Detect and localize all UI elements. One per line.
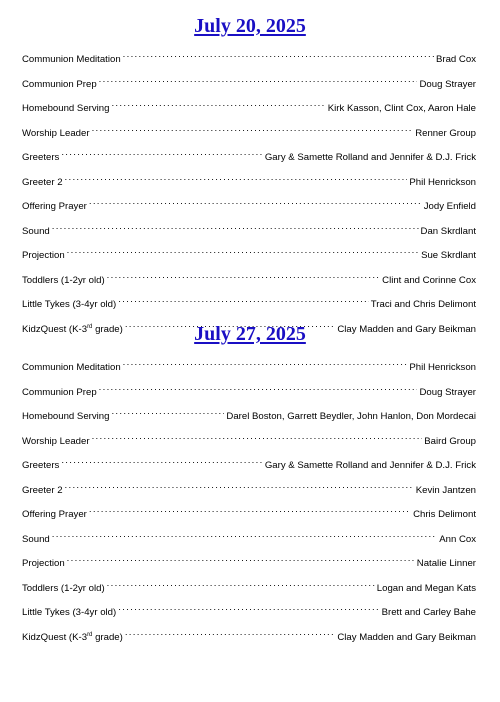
- duty-volunteers: Doug Strayer: [419, 78, 476, 90]
- duty-role-text: Worship Leader: [22, 127, 90, 139]
- dot-leader: [99, 75, 418, 87]
- duty-role: [22, 581, 105, 597]
- duty-volunteers: Phil Henrickson: [409, 362, 476, 373]
- dot-leader: [123, 50, 434, 62]
- duty-row: [22, 550, 476, 575]
- dot-leader: [107, 271, 380, 283]
- duty-volunteers: Brett and Carley Bahe: [381, 607, 476, 618]
- duty-volunteers: Jody Enfield: [423, 201, 476, 212]
- duty-volunteers: Kirk Kasson, Clint Cox, Aaron Hale: [327, 103, 476, 114]
- duty-role-text: Greeters: [22, 152, 60, 163]
- section-date-title: July 20, 2025: [194, 15, 306, 37]
- duty-role-text: Projection: [22, 558, 65, 569]
- duty-role: [22, 507, 87, 523]
- duty-role-text: KidzQuest (K-3: [22, 631, 88, 643]
- duty-row: [22, 169, 476, 194]
- duty-role-text: Offering Prayer: [22, 201, 87, 212]
- dot-leader: [61, 456, 263, 468]
- duty-role-text: Worship Leader: [22, 435, 90, 447]
- dot-leader: [118, 603, 379, 615]
- duty-role-text: Communion Meditation: [22, 54, 121, 65]
- duty-role-text: Little Tykes (3-4yr old): [22, 299, 117, 310]
- duty-volunteers: Natalie Linner: [416, 558, 476, 569]
- schedule-section-july-20: [0, 14, 500, 340]
- duty-list: [0, 46, 500, 340]
- duty-role-superscript: rd: [87, 323, 93, 330]
- dot-leader: [107, 579, 375, 591]
- duty-row: [22, 120, 476, 145]
- dot-leader: [123, 358, 408, 370]
- duty-volunteers: Logan and Megan Kats: [376, 582, 476, 594]
- duty-row: [22, 624, 476, 649]
- schedule-section-july-27: [0, 322, 500, 648]
- duty-row: [22, 526, 476, 551]
- duty-row: [22, 501, 476, 526]
- duty-role: [22, 360, 121, 376]
- duty-role: [22, 297, 116, 313]
- duty-role-text: Communion Prep: [22, 386, 97, 398]
- duty-role-text: Homebound Serving: [22, 103, 110, 114]
- duty-row: [22, 599, 476, 624]
- duty-row: [22, 71, 476, 96]
- duty-role-text: Homebound Serving: [22, 411, 110, 422]
- duty-role: [22, 434, 90, 450]
- dot-leader: [65, 481, 414, 493]
- duty-row: [22, 477, 476, 502]
- duty-row: [22, 291, 476, 316]
- duty-volunteers: Dan Skrdlant: [420, 225, 476, 237]
- duty-role: [22, 199, 87, 215]
- duty-role: [22, 605, 116, 621]
- duty-row: [22, 575, 476, 600]
- duty-role-text: Projection: [22, 250, 65, 261]
- duty-role: [22, 409, 109, 425]
- dot-leader: [89, 197, 422, 209]
- dot-leader: [61, 148, 263, 160]
- dot-leader: [67, 554, 415, 566]
- duty-row: [22, 193, 476, 218]
- dot-leader: [52, 530, 437, 542]
- duty-role-suffix: grade): [92, 323, 123, 335]
- duty-volunteers: Renner Group: [415, 127, 476, 139]
- dot-leader: [67, 246, 419, 258]
- duty-role-text: Greeters: [22, 460, 60, 471]
- duty-role: [22, 248, 65, 264]
- duty-role-text: Toddlers (1-2yr old): [22, 582, 105, 594]
- duty-role-text: Greeter 2: [22, 176, 63, 188]
- duty-row: [22, 379, 476, 404]
- duty-volunteers: Sue Skrdlant: [421, 250, 476, 261]
- dot-leader: [52, 222, 419, 234]
- duty-role: [22, 273, 105, 289]
- duty-role: [22, 630, 123, 646]
- duty-row: [22, 354, 476, 379]
- duty-row: [22, 403, 476, 428]
- duty-role: [22, 385, 97, 401]
- duty-list: [0, 354, 500, 648]
- duty-volunteers: Baird Group: [424, 435, 476, 447]
- duty-volunteers: Doug Strayer: [419, 386, 476, 398]
- duty-role-text: Toddlers (1-2yr old): [22, 274, 105, 286]
- duty-volunteers: Clint and Corinne Cox: [382, 274, 476, 286]
- dot-leader: [111, 407, 224, 419]
- duty-row: [22, 95, 476, 120]
- duty-role: [22, 532, 50, 548]
- duty-volunteers: Gary & Samette Rolland and Jennifer & D.J. Frick: [264, 152, 476, 163]
- duty-role: [22, 175, 63, 191]
- dot-leader: [92, 432, 423, 444]
- duty-role: [22, 556, 65, 572]
- duty-row: [22, 144, 476, 169]
- duty-volunteers: Ann Cox: [439, 533, 476, 545]
- duty-volunteers: Darel Boston, Garrett Beydler, John Hanlon, Don Mordecai: [226, 411, 476, 422]
- duty-role-text: Offering Prayer: [22, 509, 87, 520]
- dot-leader: [111, 99, 325, 111]
- duty-volunteers: Brad Cox: [436, 54, 476, 65]
- duty-role: [22, 77, 97, 93]
- duty-role-text: Communion Prep: [22, 78, 97, 90]
- duty-role: [22, 483, 63, 499]
- duty-volunteers: Gary & Samette Rolland and Jennifer & D.J. Frick: [264, 460, 476, 471]
- duty-role-text: Little Tykes (3-4yr old): [22, 607, 117, 618]
- dot-leader: [89, 505, 411, 517]
- duty-volunteers: Kevin Jantzen: [415, 484, 476, 496]
- duty-role: [22, 458, 59, 474]
- duty-row: [22, 218, 476, 243]
- duty-volunteers: Clay Madden and Gary Beikman: [337, 323, 476, 335]
- duty-role: [22, 150, 59, 166]
- duty-role: [22, 52, 121, 68]
- duty-row: [22, 46, 476, 71]
- duty-volunteers: Traci and Chris Delimont: [370, 299, 476, 310]
- duty-role-text: Communion Meditation: [22, 362, 121, 373]
- duty-role: [22, 224, 50, 240]
- duty-row: [22, 428, 476, 453]
- duty-row: [22, 242, 476, 267]
- duty-role: [22, 126, 90, 142]
- duty-row: [22, 452, 476, 477]
- duty-role-text: Sound: [22, 225, 50, 237]
- dot-leader: [125, 628, 336, 640]
- dot-leader: [118, 295, 369, 307]
- duty-role-suffix: grade): [92, 631, 123, 643]
- duty-volunteers: Clay Madden and Gary Beikman: [337, 631, 476, 643]
- duty-role-superscript: rd: [87, 631, 93, 638]
- duty-role-text: Sound: [22, 533, 50, 545]
- dot-leader: [99, 383, 418, 395]
- duty-volunteers: Phil Henrickson: [409, 176, 476, 188]
- duty-role: [22, 101, 109, 117]
- duty-volunteers: Chris Delimont: [413, 509, 476, 520]
- duty-row: [22, 267, 476, 292]
- dot-leader: [92, 124, 414, 136]
- section-date-title: July 27, 2025: [194, 323, 306, 345]
- dot-leader: [65, 173, 408, 185]
- duty-role-text: KidzQuest (K-3: [22, 323, 88, 335]
- duty-role-text: Greeter 2: [22, 484, 63, 496]
